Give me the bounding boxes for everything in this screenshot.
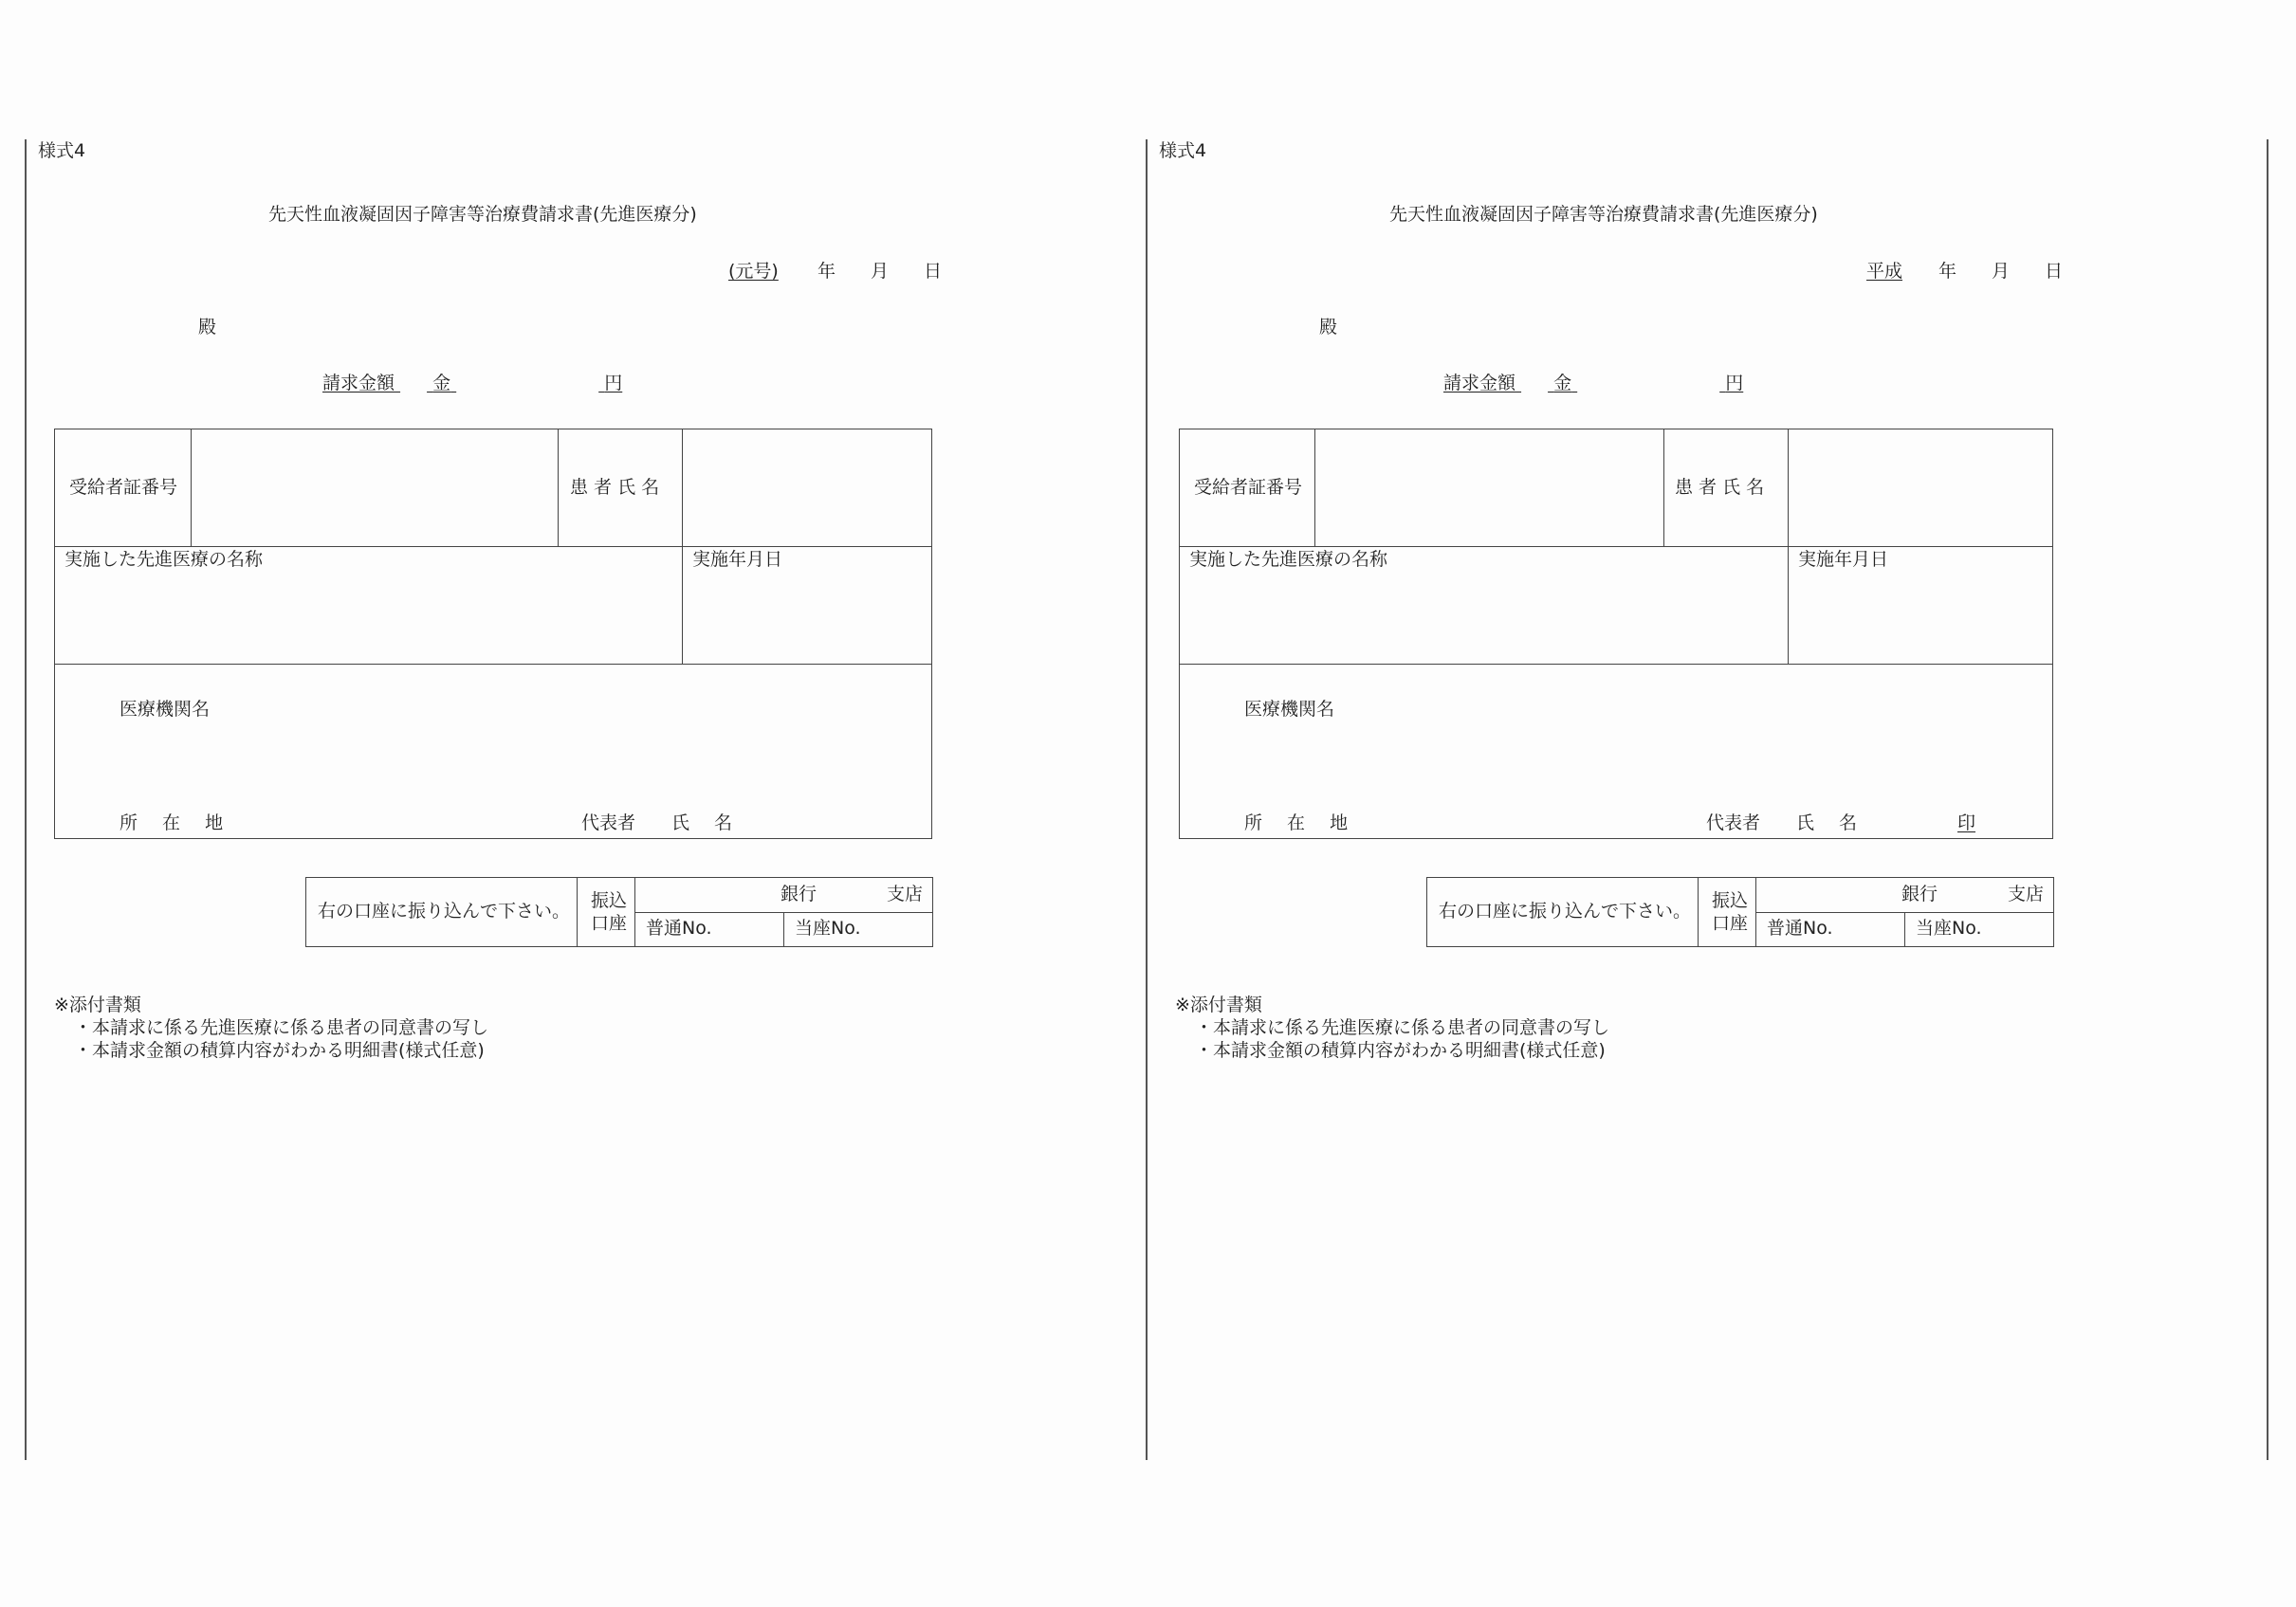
page-border-line [25, 139, 27, 1460]
transfer-label-bottom: 口座 [1712, 913, 1749, 934]
patient-name-label: 患 者 氏 名 [570, 477, 660, 498]
seal-mark: 印 [1957, 813, 1976, 833]
representative-label: 代表者 [1706, 813, 1761, 833]
date-year: 年 [1938, 261, 1957, 282]
treatment-date-label: 実施年月日 [1798, 549, 1889, 570]
branch-label: 支店 [2008, 884, 2045, 904]
representative-label: 代表者 [581, 813, 636, 833]
form-number: 様式4 [38, 140, 86, 161]
current-account-label: 当座No. [1916, 918, 1982, 939]
institution-name-label: 医療機関名 [119, 699, 211, 720]
date-month: 月 [871, 261, 890, 282]
bank-label: 銀行 [781, 884, 817, 904]
claim-currency-prefix: 金 [432, 373, 451, 393]
ordinary-account-label: 普通No. [646, 918, 712, 939]
treatment-name-label: 実施した先進医療の名称 [1189, 549, 1388, 570]
date-year: 年 [817, 261, 836, 282]
form-title: 先天性血液凝固因子障害等治療費請求書(先進医療分) [1389, 204, 1818, 225]
date-month: 月 [1992, 261, 2011, 282]
transfer-label-top: 振込 [1712, 890, 1749, 911]
form-number: 様式4 [1159, 140, 1207, 161]
claim-unit: 円 [1725, 373, 1744, 393]
ordinary-account-label: 普通No. [1767, 918, 1833, 939]
date-era: (元号) [728, 261, 779, 282]
attachments-heading: ※添付書類 [54, 995, 141, 1015]
transfer-label-bottom: 口座 [591, 913, 628, 934]
form-title: 先天性血液凝固因子障害等治療費請求書(先進医療分) [268, 204, 697, 225]
page-border-line-right [2267, 139, 2268, 1460]
attachment-item: ・本請求に係る先進医療に係る患者の同意書の写し [74, 1017, 489, 1038]
attachments-heading: ※添付書類 [1175, 995, 1262, 1015]
location-label: 所 在 地 [119, 813, 233, 833]
treatment-name-label: 実施した先進医療の名称 [64, 549, 264, 570]
institution-name-label: 医療機関名 [1244, 699, 1335, 720]
claim-amount-label: 請求金額 [322, 373, 395, 393]
treatment-date-label: 実施年月日 [692, 549, 783, 570]
bank-instruction: 右の口座に振り込んで下さい。 [318, 901, 571, 922]
claim-currency-prefix: 金 [1553, 373, 1572, 393]
bank-label: 銀行 [1901, 884, 1938, 904]
attachment-item: ・本請求金額の積算内容がわかる明細書(様式任意) [1195, 1040, 1606, 1061]
claim-form-table [54, 429, 932, 839]
form-page-right [1121, 0, 2240, 1460]
patient-name-label: 患 者 氏 名 [1675, 477, 1765, 498]
claim-amount-line [322, 373, 623, 393]
date-day: 日 [2045, 261, 2064, 282]
recipient-number-label: 受給者証番号 [1194, 477, 1303, 498]
current-account-label: 当座No. [795, 918, 861, 939]
page-border-line [1146, 139, 1148, 1460]
addressee-suffix: 殿 [198, 317, 217, 338]
branch-label: 支店 [887, 884, 924, 904]
recipient-number-label: 受給者証番号 [69, 477, 178, 498]
claim-amount-line [1443, 373, 1744, 393]
representative-name-label: 氏 名 [1796, 813, 1867, 833]
claim-unit: 円 [604, 373, 623, 393]
date-era: 平成 [1866, 261, 1903, 282]
form-page-left [0, 0, 1119, 1460]
transfer-label-top: 振込 [591, 890, 628, 911]
location-label: 所 在 地 [1244, 813, 1358, 833]
claim-form-table [1179, 429, 2053, 839]
addressee-suffix: 殿 [1319, 317, 1338, 338]
attachment-item: ・本請求金額の積算内容がわかる明細書(様式任意) [74, 1040, 485, 1061]
date-day: 日 [924, 261, 943, 282]
representative-name-label: 氏 名 [671, 813, 743, 833]
bank-account-table [1426, 877, 2054, 947]
attachment-item: ・本請求に係る先進医療に係る患者の同意書の写し [1195, 1017, 1610, 1038]
claim-amount-label: 請求金額 [1443, 373, 1516, 393]
bank-instruction: 右の口座に振り込んで下さい。 [1439, 901, 1692, 922]
bank-account-table [305, 877, 933, 947]
